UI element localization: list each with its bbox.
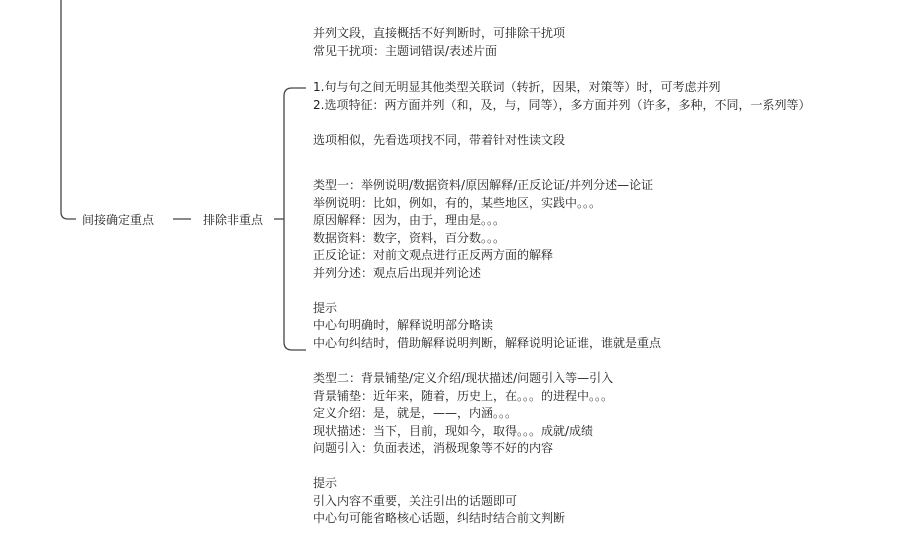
text-line: 原因解释：因为，由于，理由是。。。 [313,213,506,227]
text-line: 类型二：背景铺垫/定义介绍/现状描述/问题引入等—引入 [313,371,614,385]
text-line: 提示 [313,476,338,490]
text-line: 提示 [313,300,338,315]
text-block-2 [313,79,810,149]
text-block-4 [313,370,613,528]
text-line: 正反论证：对前文观点进行正反两方面的解释 [313,248,554,262]
text-line: 并列分述：观点后出现并列论述 [313,265,482,280]
text-line: 并列文段，直接概括不好判断时，可排除干扰项 [313,26,566,40]
text-line: 1.句与句之间无明显其他类型关联词（转折，因果，对策等）时，可考虑并列 [313,80,721,94]
blank-line [313,114,810,132]
text-line: 常见干扰项：主题词错误/表述片面 [313,43,498,58]
sub-node-label: 排除非重点 [203,213,264,227]
text-line: 2.选项特征：两方面并列（和，及，与，同等），多方面并列（许多，多种，不同，一系列等） [313,97,811,112]
sub-bracket-connector [274,88,306,350]
text-line: 举例说明：比如，例如，有的，某些地区，实践中。。。 [313,195,602,210]
text-line: 选项相似，先看选项找不同，带着针对性读文段 [313,132,566,147]
text-line: 现状描述：当下，目前，现如今，取得。。。成就/成绩 [313,423,594,438]
text-line: 中心句可能省略核心话题，纠结时结合前文判断 [313,511,566,525]
text-line: 数据资料：数字，资料，百分数。。。 [313,230,506,245]
text-block-1 [313,25,565,60]
text-line: 类型一：举例说明/数据资料/原因解释/正反论证/并列分述—论证 [313,178,654,192]
text-line: 中心句纠结时，借助解释说明判断，解释说明论证谁，谁就是重点 [313,335,662,350]
text-line: 中心句明确时，解释说明部分略读 [313,318,494,332]
branch-node-label: 间接确定重点 [82,213,155,227]
blank-line [313,458,613,476]
text-line: 引入内容不重要，关注引出的话题即可 [313,493,518,508]
text-line: 背景铺垫：近年来，随着，历史上，在。。。的进程中。。。 [313,388,614,403]
trunk-connector [61,0,76,219]
text-block-3 [313,177,661,352]
text-line: 问题引入：负面表述，消极现象等不好的内容 [313,441,554,455]
blank-line [313,282,661,300]
text-line: 定义介绍：是，就是，——，内涵。。。 [313,406,518,420]
